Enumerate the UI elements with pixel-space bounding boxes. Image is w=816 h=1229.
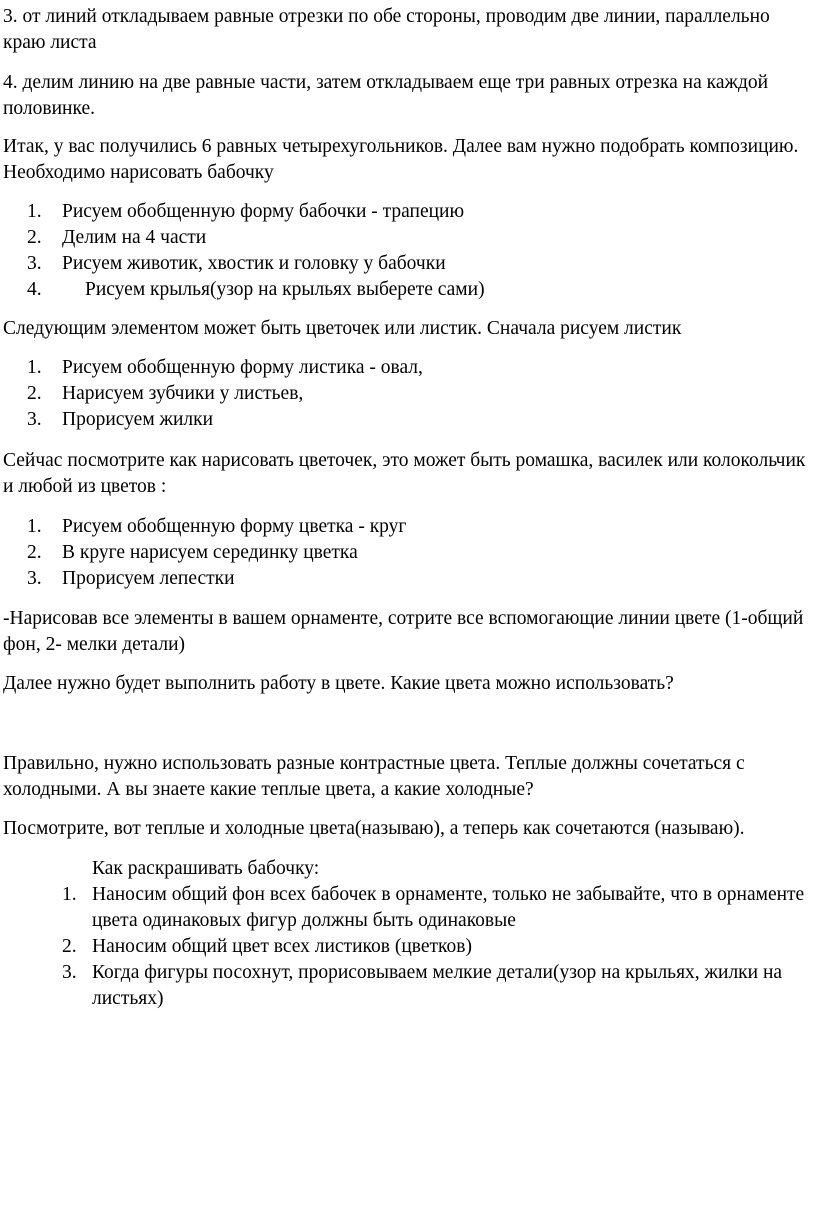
intro-paragraph: Итак, у вас получились 6 равных четырехугольников. Далее вам нужно подобрать композицию. Необходимо нарисовать бабочку <box>3 136 799 183</box>
list-item-text: Рисуем животик, хвостик и головку у бабочки <box>62 253 446 274</box>
list-item-text: Наносим общий фон всех бабочек в орнаменте, только не забывайте, что в орнаменте цвета одинаковых фигур должны быть одинаковые <box>92 884 805 931</box>
erase-lines-paragraph: -Нарисовав все элементы в вашем орнаменте, сотрите все вспомогающие линии цвете (1-общий фон, 2- мелки детали) <box>3 608 804 655</box>
step-4-paragraph: 4. делим линию на две равные части, затем откладываем еще три равных отрезка на каждой половинке. <box>3 72 769 119</box>
coloring-title: Как раскрашивать бабочку: <box>92 858 320 879</box>
list-item-text: Рисуем обобщенную форму листика - овал, <box>62 357 423 378</box>
list-item-text: Рисуем крылья(узор на крыльях выберете сами) <box>85 279 485 300</box>
list-item-number: 1. <box>27 516 42 537</box>
look-colors-paragraph: Посмотрите, вот теплые и холодные цвета(называю), а теперь как сочетаются (называю). <box>3 818 745 839</box>
color-question-paragraph: Далее нужно будет выполнить работу в цвете. Какие цвета можно использовать? <box>3 673 674 694</box>
list-item <box>0 960 816 1012</box>
list-item-text: Прорисуем лепестки <box>62 568 235 589</box>
list-item-text: Делим на 4 части <box>62 227 207 248</box>
list-item-number: 3. <box>62 962 77 983</box>
list-item-text: Наносим общий цвет всех листиков (цветков) <box>92 936 472 957</box>
list-item-text: В круге нарисуем серединку цветка <box>62 542 358 563</box>
list-item-number: 1. <box>27 357 42 378</box>
list-item <box>0 882 816 934</box>
coloring-steps-list <box>0 882 816 1012</box>
list-item-number: 2. <box>27 227 42 248</box>
list-item-number: 2. <box>27 383 42 404</box>
list-item-number: 1. <box>62 884 77 905</box>
list-item-number: 1. <box>27 201 42 222</box>
list-item-text: Нарисуем зубчики у листьев, <box>62 383 304 404</box>
list-item-number: 3. <box>27 253 42 274</box>
list-item-number: 4. <box>27 279 42 300</box>
list-item-number: 3. <box>27 568 42 589</box>
list-item <box>0 934 816 960</box>
flower-intro-paragraph: Сейчас посмотрите как нарисовать цветочек, это может быть ромашка, василек или колокольчик и любой из цветов : <box>3 450 806 497</box>
list-item-text: Рисуем обобщенную форму цветка - круг <box>62 516 407 537</box>
list-item-number: 2. <box>27 542 42 563</box>
contrast-paragraph: Правильно, нужно использовать разные контрастные цвета. Теплые должны сочетаться с холодными. А вы знаете какие теплые цвета, а какие холодные? <box>3 753 745 800</box>
list-item-number: 2. <box>62 936 77 957</box>
list-item-number: 3. <box>27 409 42 430</box>
list-item-text: Когда фигуры посохнут, прорисовываем мелкие детали(узор на крыльях, жилки на листьях) <box>92 962 783 1009</box>
leaf-intro-paragraph: Следующим элементом может быть цветочек или листик. Сначала рисуем листик <box>3 318 682 339</box>
list-item-text: Прорисуем жилки <box>62 409 214 430</box>
list-item-text: Рисуем обобщенную форму бабочки - трапецию <box>62 201 465 222</box>
step-3-paragraph: 3. от линий откладываем равные отрезки по обе стороны, проводим две линии, параллельно краю листа <box>3 6 770 53</box>
